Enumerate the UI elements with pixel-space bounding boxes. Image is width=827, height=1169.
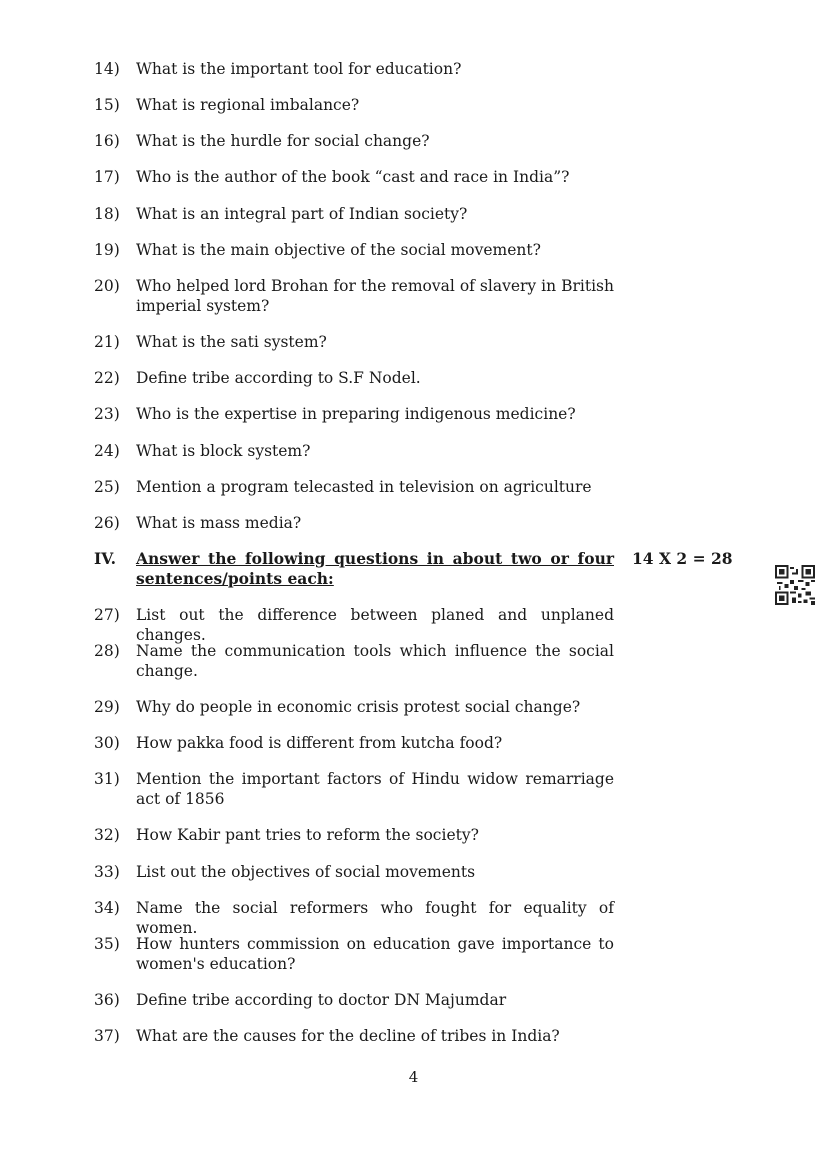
question-text: List out the objectives of social movements <box>136 863 476 881</box>
question-14 <box>94 59 614 79</box>
question-text: What are the causes for the decline of tribes in India? <box>136 1027 560 1045</box>
section-heading <box>94 549 614 589</box>
question-number: 30) <box>94 734 120 752</box>
question-28 <box>94 641 614 681</box>
question-text: What is an integral part of Indian society? <box>136 205 468 223</box>
question-text: Who is the author of the book “cast and race in India”? <box>136 168 570 186</box>
question-text: How pakka food is different from kutcha food? <box>136 734 503 752</box>
question-number: 25) <box>94 478 120 496</box>
question-text: Name the communication tools which influence the social change. <box>136 642 614 680</box>
question-text: Why do people in economic crisis protest social change? <box>136 698 581 716</box>
question-27 <box>94 605 614 645</box>
question-text: What is regional imbalance? <box>136 96 360 114</box>
question-text: What is the important tool for education? <box>136 60 462 78</box>
question-number: 15) <box>94 96 120 114</box>
question-text: How Kabir pant tries to reform the society? <box>136 826 479 844</box>
question-text: Name the social reformers who fought for equality of women. <box>136 899 614 937</box>
question-33 <box>94 862 614 882</box>
question-29 <box>94 697 614 717</box>
question-32 <box>94 825 614 845</box>
question-text: What is mass media? <box>136 514 302 532</box>
question-number: 31) <box>94 770 120 788</box>
question-text: List out the difference between planed and unplaned changes. <box>136 606 614 644</box>
qr-code-icon <box>775 565 815 605</box>
question-37 <box>94 1026 614 1046</box>
question-number: 16) <box>94 132 120 150</box>
question-21 <box>94 332 614 352</box>
question-number: 14) <box>94 60 120 78</box>
question-number: 27) <box>94 606 120 624</box>
question-17 <box>94 167 614 187</box>
question-25 <box>94 477 614 497</box>
question-text: Define tribe according to doctor DN Majumdar <box>136 991 507 1009</box>
question-number: 20) <box>94 277 120 295</box>
question-text: What is the sati system? <box>136 333 327 351</box>
question-number: 24) <box>94 442 120 460</box>
question-15 <box>94 95 614 115</box>
question-text: How hunters commission on education gave importance to women's education? <box>136 935 614 973</box>
question-26 <box>94 513 614 533</box>
section-number: IV. <box>94 549 116 568</box>
question-number: 37) <box>94 1027 120 1045</box>
question-19 <box>94 240 614 260</box>
question-text: Define tribe according to S.F Nodel. <box>136 369 421 387</box>
question-number: 33) <box>94 863 120 881</box>
question-text: What is the main objective of the social movement? <box>136 241 541 259</box>
question-number: 35) <box>94 935 120 953</box>
question-number: 19) <box>94 241 120 259</box>
question-36 <box>94 990 614 1010</box>
question-number: 32) <box>94 826 120 844</box>
question-text: What is block system? <box>136 442 311 460</box>
question-35 <box>94 934 614 974</box>
question-text: Who helped lord Brohan for the removal of slavery in British imperial system? <box>136 277 614 315</box>
question-16 <box>94 131 614 151</box>
question-23 <box>94 404 614 424</box>
page-number: 4 <box>408 1068 419 1086</box>
question-number: 23) <box>94 405 120 423</box>
question-number: 36) <box>94 991 120 1009</box>
section-marks: 14 X 2 = 28 <box>632 549 733 568</box>
question-number: 17) <box>94 168 120 186</box>
question-24 <box>94 441 614 461</box>
question-number: 26) <box>94 514 120 532</box>
section-instruction: Answer the following questions in about two or four sentences/points each: <box>136 549 614 588</box>
question-text: Who is the expertise in preparing indigenous medicine? <box>136 405 576 423</box>
question-text: Mention the important factors of Hindu widow remarriage act of 1856 <box>136 770 614 808</box>
question-text: What is the hurdle for social change? <box>136 132 430 150</box>
question-number: 21) <box>94 333 120 351</box>
question-22 <box>94 368 614 388</box>
question-text: Mention a program telecasted in television on agriculture <box>136 478 592 496</box>
question-number: 18) <box>94 205 120 223</box>
question-31 <box>94 769 614 809</box>
question-number: 29) <box>94 698 120 716</box>
question-20 <box>94 276 614 316</box>
question-number: 34) <box>94 899 120 917</box>
question-18 <box>94 204 614 224</box>
question-number: 28) <box>94 642 120 660</box>
question-number: 22) <box>94 369 120 387</box>
question-30 <box>94 733 614 753</box>
question-34 <box>94 898 614 938</box>
